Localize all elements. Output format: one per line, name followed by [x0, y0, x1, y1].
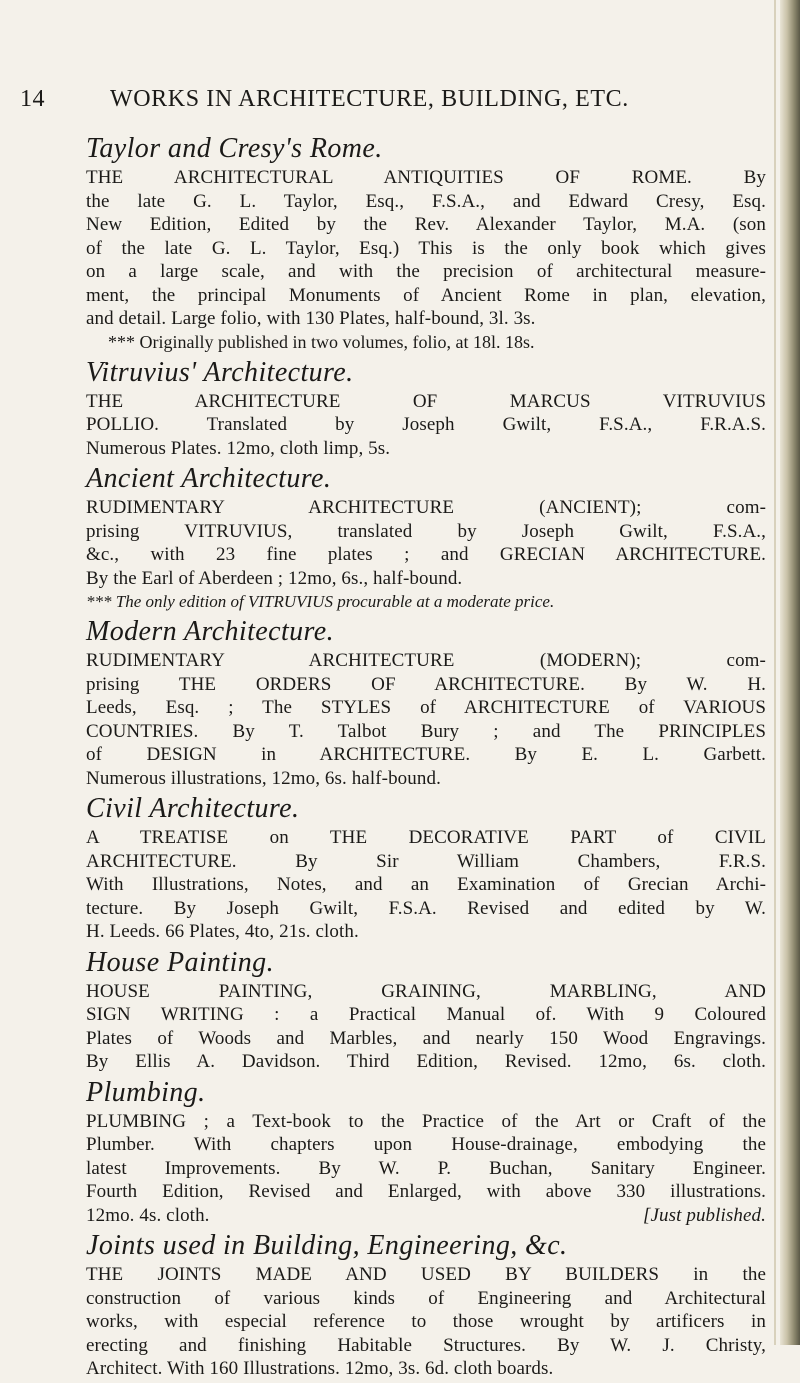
entry-line: Fourth Edition, Revised and Enlarged, with above 330 illustrations.: [86, 1181, 766, 1202]
entry-modern-architecture: [86, 615, 766, 790]
entry-line: Plates of Woods and Marbles, and nearly 150 Wood Engravings.: [86, 1027, 766, 1049]
catalogue-content: [86, 132, 766, 1383]
entry-body: [86, 166, 766, 331]
entry-line: With Illustrations, Notes, and an Examination of Grecian Archi-: [86, 874, 766, 895]
page-number: 14: [20, 86, 45, 112]
entry-body: [86, 390, 766, 461]
entry-line: Numerous Plates. 12mo, cloth limp, 5s.: [86, 437, 391, 459]
entry-line: New Edition, Edited by the Rev. Alexander Taylor, M.A. (son: [86, 214, 766, 235]
entry-line: POLLIO. Translated by Joseph Gwilt, F.S.A., F.R.A.S.: [86, 414, 766, 435]
entry-heading: Vitruvius' Architecture.: [86, 356, 354, 388]
entry-publication-row: [86, 1204, 766, 1228]
entry-heading: House Painting.: [86, 946, 274, 978]
entry-line: erecting and finishing Habitable Structures. By W. J. Christy,: [86, 1334, 766, 1356]
page-edge-line: [774, 0, 776, 1345]
running-head: [20, 86, 720, 120]
entry-vitruvius-architecture: [86, 356, 766, 461]
entry-line: COUNTRIES. By T. Talbot Bury ; and The PRINCIPLES: [86, 720, 766, 742]
entry-line: PLUMBING ; a Text-book to the Practice of the Art or Craft of the: [86, 1110, 766, 1132]
entry-price: 12mo. 4s. cloth.: [86, 1204, 210, 1226]
entry-heading: Modern Architecture.: [86, 616, 335, 647]
entry-line: of DESIGN in ARCHITECTURE. By E. L. Garbett.: [86, 744, 766, 765]
entry-line: latest Improvements. By W. P. Buchan, Sanitary Engineer.: [86, 1157, 766, 1179]
entry-line: prising VITRUVIUS, translated by Joseph Gwilt, F.S.A.,: [86, 520, 766, 542]
entry-heading: Joints used in Building, Engineering, &c.: [86, 1230, 568, 1261]
entry-body: [86, 496, 766, 590]
entry-heading: Ancient Architecture.: [86, 463, 332, 494]
entry-line: Leeds, Esq. ; The STYLES of ARCHITECTURE of VARIOUS: [86, 697, 766, 718]
entry-body: [86, 1263, 766, 1381]
page-gutter-shadow: [780, 0, 800, 1345]
entry-line: THE ARCHITECTURE OF MARCUS VITRUVIUS: [86, 390, 766, 412]
entry-line: A TREATISE on THE DECORATIVE PART of CIVIL: [86, 827, 766, 848]
entry-line: THE ARCHITECTURAL ANTIQUITIES OF ROME. By: [86, 167, 766, 188]
entry-body: [86, 980, 766, 1074]
entry-line: construction of various kinds of Engineering and Architectural: [86, 1287, 766, 1309]
entry-civil-architecture: [86, 792, 766, 944]
entry-house-painting: [86, 946, 766, 1074]
entry-heading: Taylor and Cresy's Rome.: [86, 133, 383, 164]
entry-line: of the late G. L. Taylor, Esq.) This is the only book which gives: [86, 237, 766, 259]
entry-line: prising THE ORDERS OF ARCHITECTURE. By W. H.: [86, 673, 766, 695]
entry-line: RUDIMENTARY ARCHITECTURE (MODERN); com-: [86, 650, 766, 671]
entry-line: &c., with 23 fine plates ; and GRECIAN ARCHITECTURE.: [86, 544, 766, 565]
entry-line: and detail. Large folio, with 130 Plates, half-bound, 3l. 3s.: [86, 308, 536, 329]
entry-body: [86, 1110, 766, 1228]
entry-line: ARCHITECTURE. By Sir William Chambers, F.R.S.: [86, 850, 766, 872]
entry-line: THE JOINTS MADE AND USED BY BUILDERS in the: [86, 1264, 766, 1285]
entry-body: [86, 826, 766, 944]
entry-heading: Plumbing.: [86, 1076, 206, 1108]
entry-line: Numerous illustrations, 12mo, 6s. half-bound.: [86, 767, 441, 789]
entry-note: *** The only edition of VITRUVIUS procurable at a moderate price.: [86, 592, 555, 611]
entry-line: tecture. By Joseph Gwilt, F.S.A. Revised and edited by W.: [86, 897, 766, 919]
entry-line: the late G. L. Taylor, Esq., F.S.A., and Edward Cresy, Esq.: [86, 190, 766, 212]
entry-heading: Civil Architecture.: [86, 793, 300, 824]
entry-plumbing: [86, 1076, 766, 1228]
entry-body: [86, 649, 766, 790]
entry-line: ment, the principal Monuments of Ancient Rome in plan, elevation,: [86, 284, 766, 306]
entry-joints-used-in-building: [86, 1229, 766, 1381]
entry-taylor-cresy-rome: [86, 132, 766, 354]
entry-note: *** Originally published in two volumes, folio, at 18l. 18s.: [108, 331, 535, 352]
entry-line: H. Leeds. 66 Plates, 4to, 21s. cloth.: [86, 921, 359, 942]
entry-line: By Ellis A. Davidson. Third Edition, Revised. 12mo, 6s. cloth.: [86, 1051, 766, 1072]
entry-line: on a large scale, and with the precision of architectural measure-: [86, 261, 766, 282]
entry-line: Plumber. With chapters upon House-drainage, embodying the: [86, 1134, 766, 1155]
entry-ancient-architecture: [86, 462, 766, 613]
entry-line: HOUSE PAINTING, GRAINING, MARBLING, AND: [86, 980, 766, 1002]
running-title: WORKS IN ARCHITECTURE, BUILDING, ETC.: [110, 86, 629, 112]
entry-line: Architect. With 160 Illustrations. 12mo, 3s. 6d. cloth boards.: [86, 1358, 554, 1379]
entry-status: [Just published.: [643, 1204, 766, 1226]
entry-line: SIGN WRITING : a Practical Manual of. With 9 Coloured: [86, 1004, 766, 1025]
entry-line: By the Earl of Aberdeen ; 12mo, 6s., half-bound.: [86, 567, 463, 589]
entry-line: RUDIMENTARY ARCHITECTURE (ANCIENT); com-: [86, 497, 766, 518]
entry-line: works, with especial reference to those wrought by artificers in: [86, 1311, 766, 1332]
